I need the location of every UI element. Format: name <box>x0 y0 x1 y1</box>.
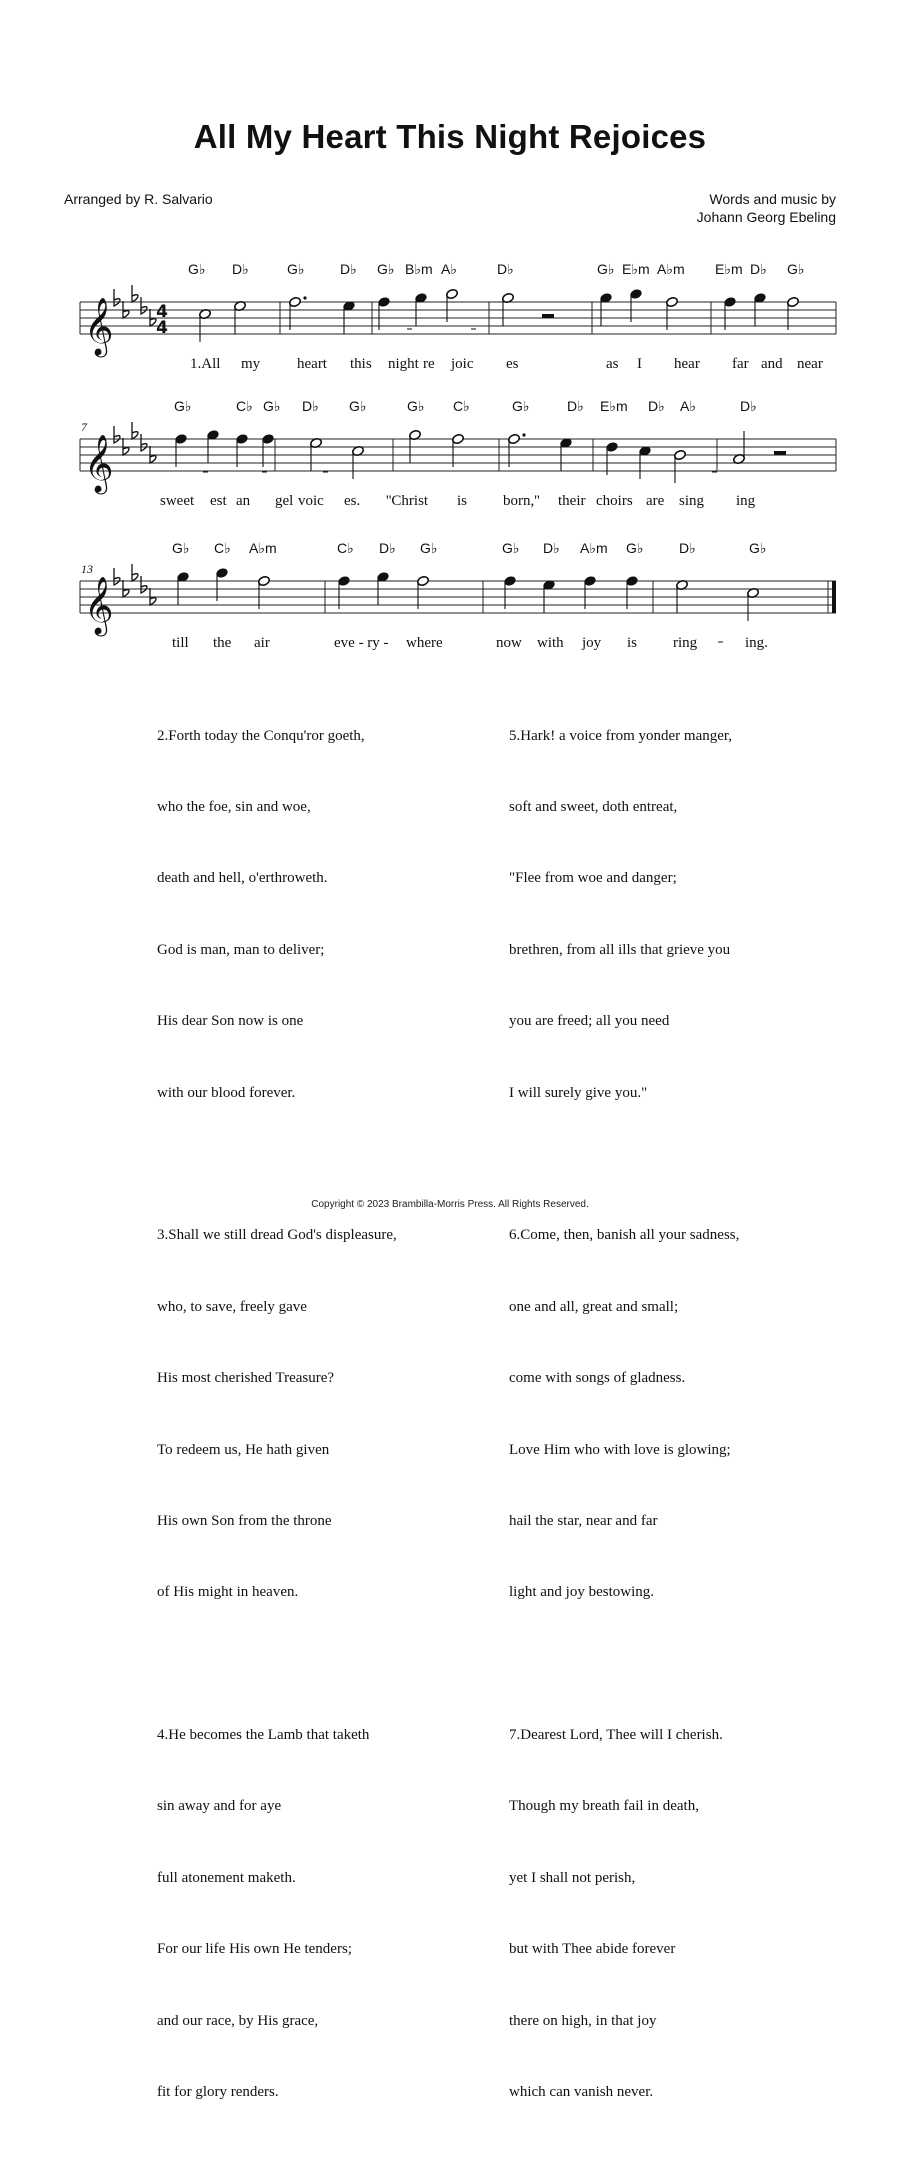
chord-symbol: G♭ <box>172 540 190 556</box>
chord-symbol: G♭ <box>263 398 281 414</box>
lyric-syllable: est <box>210 493 227 509</box>
chord-symbol: D♭ <box>543 540 560 556</box>
arranger-credit: Arranged by R. Salvario <box>64 191 213 207</box>
verse-3 <box>157 1177 397 1653</box>
verse-line: "Flee from woe and danger; <box>509 870 677 887</box>
lyric-syllable: their <box>558 493 586 509</box>
lyric-syllable: ing <box>736 493 756 509</box>
lyric-syllable: an <box>236 493 251 509</box>
chord-symbol: G♭ <box>407 398 425 414</box>
verse-6 <box>509 1177 739 1653</box>
chord-symbol: D♭ <box>679 540 696 556</box>
verse-line: sin away and for aye <box>157 1798 282 1815</box>
lyric-syllable: as <box>606 356 619 372</box>
chord-symbol: G♭ <box>188 261 206 277</box>
chord-symbol: D♭ <box>750 261 767 277</box>
lyric-syllable: the <box>213 635 232 651</box>
chord-symbol: G♭ <box>377 261 395 277</box>
music-system-3 <box>80 540 836 651</box>
flat-icon <box>114 289 120 306</box>
verse-line: 2.Forth today the Conqu'ror goeth, <box>157 727 365 744</box>
chord-symbol: A♭m <box>249 540 277 556</box>
verse-line: His dear Son now is one <box>157 1013 304 1030</box>
augmentation-dot <box>522 433 525 436</box>
verse-line: 6.Come, then, banish all your sadness, <box>509 1227 740 1244</box>
chord-symbol: A♭ <box>680 398 696 414</box>
flat-icon <box>141 576 147 593</box>
flat-icon <box>114 568 120 585</box>
chord-symbol: G♭ <box>512 398 530 414</box>
verse-5 <box>509 677 739 1153</box>
lyric-syllable: heart <box>297 356 327 372</box>
lyric-syllable: till <box>172 635 189 651</box>
treble-clef-icon: 𝄞 <box>84 297 114 355</box>
augmentation-dot <box>303 296 306 299</box>
chord-symbol: D♭ <box>379 540 396 556</box>
verse-line: and our race, by His grace, <box>157 2012 319 2029</box>
verse-line: fit for glory renders. <box>157 2084 279 2101</box>
verse-7 <box>509 1676 739 2152</box>
composer-line-1: Words and music by <box>709 191 836 207</box>
verse-line: To redeem us, He hath given <box>157 1441 330 1458</box>
time-signature-top-icon: 4 <box>156 302 168 322</box>
verse-line: death and hell, o'erthroweth. <box>157 870 328 887</box>
chord-symbol: D♭ <box>232 261 249 277</box>
flat-icon <box>132 422 138 439</box>
lyric-syllable: I <box>637 356 642 372</box>
treble-clef-icon: 𝄞 <box>84 434 114 492</box>
verse-line: Love Him who with love is glowing; <box>509 1441 731 1458</box>
lyric-syllable: hear <box>674 356 700 372</box>
music-system-1 <box>80 261 836 372</box>
flat-icon <box>132 564 138 581</box>
verse-line: one and all, great and small; <box>509 1298 679 1315</box>
verse-4 <box>157 1676 397 2152</box>
chord-symbol: A♭m <box>657 261 685 277</box>
lyric-syllable: voic <box>298 493 324 509</box>
flat-icon <box>150 446 156 463</box>
chord-symbol: G♭ <box>174 398 192 414</box>
lyric-syllable: 1.All <box>190 356 221 372</box>
half-rest-icon <box>774 451 786 455</box>
chord-symbol: D♭ <box>497 261 514 277</box>
chord-symbol: B♭m <box>405 261 433 277</box>
verse-line: 7.Dearest Lord, Thee will I cherish. <box>509 1727 723 1744</box>
verse-line: God is man, man to deliver; <box>157 941 325 958</box>
chord-symbol: G♭ <box>749 540 767 556</box>
verse-line: yet I shall not perish, <box>509 1869 636 1886</box>
flat-icon <box>141 434 147 451</box>
verse-2 <box>157 677 397 1153</box>
lyric-syllable: ring <box>673 635 698 651</box>
lyric-syllable: ''Christ <box>386 493 429 509</box>
lyric-syllable: sweet <box>160 493 195 509</box>
lyric-syllable: are <box>646 493 665 509</box>
chord-symbol: G♭ <box>787 261 805 277</box>
flat-icon <box>123 301 129 318</box>
chord-symbol: C♭ <box>337 540 354 556</box>
lyric-syllable: near <box>797 356 823 372</box>
chord-symbol: G♭ <box>502 540 520 556</box>
flat-icon <box>150 588 156 605</box>
chord-symbol: E♭m <box>622 261 650 277</box>
lyric-syllable: and <box>761 356 783 372</box>
lyric-syllable: where <box>406 635 443 651</box>
composer-line-2: Johann Georg Ebeling <box>696 209 836 225</box>
lyric-syllable: joic <box>451 356 474 372</box>
chord-symbol: G♭ <box>626 540 644 556</box>
chord-symbol: D♭ <box>740 398 757 414</box>
verse-line: soft and sweet, doth entreat, <box>509 798 678 815</box>
lyric-syllable: born,'' <box>503 493 540 509</box>
verse-line: 3.Shall we still dread God's displeasure, <box>157 1227 397 1244</box>
half-rest-icon <box>542 314 554 318</box>
verse-line: of His might in heaven. <box>157 1584 299 1601</box>
verse-line: His most cherished Treasure? <box>157 1370 335 1387</box>
chord-symbol: G♭ <box>287 261 305 277</box>
lyric-syllable: es. <box>344 493 361 509</box>
flat-icon <box>114 426 120 443</box>
verse-line: which can vanish never. <box>509 2084 654 2101</box>
lyric-syllable: eve - ry - <box>334 635 389 651</box>
flat-icon <box>123 580 129 597</box>
chord-symbol: D♭ <box>567 398 584 414</box>
verses-left-column <box>157 677 397 2176</box>
lyric-syllable: choirs <box>596 493 633 509</box>
chord-symbol: G♭ <box>349 398 367 414</box>
lyric-syllable: re <box>423 356 435 372</box>
lyric-syllable: night <box>388 356 419 372</box>
song-title: All My Heart This Night Rejoices <box>193 118 707 155</box>
verse-line: 5.Hark! a voice from yonder manger, <box>509 727 733 744</box>
lyric-syllable: far <box>732 356 749 372</box>
verse-line: His own Son from the throne <box>157 1512 332 1529</box>
verse-line: who the foe, sin and woe, <box>157 798 311 815</box>
lyric-syllable: sing <box>679 493 705 509</box>
chord-symbol: A♭m <box>580 540 608 556</box>
verse-line: who, to save, freely gave <box>157 1298 307 1315</box>
verse-line: I will surely give you." <box>509 1084 648 1101</box>
verse-line: brethren, from all ills that grieve you <box>509 941 731 958</box>
chord-symbol: D♭ <box>340 261 357 277</box>
verse-line: Though my breath fail in death, <box>509 1798 699 1815</box>
verse-line: 4.He becomes the Lamb that taketh <box>157 1727 370 1744</box>
verse-line: but with Thee abide forever <box>509 1941 676 1958</box>
verse-line: you are freed; all you need <box>509 1013 670 1030</box>
lyric-syllable: es <box>506 356 519 372</box>
verse-line: hail the star, near and far <box>509 1512 658 1529</box>
lyric-syllable: air <box>254 635 270 651</box>
verse-line: light and joy bestowing. <box>509 1584 654 1601</box>
lyric-syllable: with <box>537 635 564 651</box>
measure-number: 7 <box>81 420 87 434</box>
copyright-notice: Copyright © 2023 Brambilla-Morris Press. All Rights Reserved. <box>311 1199 589 1210</box>
lyric-syllable: is <box>457 493 468 509</box>
measure-number: 13 <box>81 562 93 576</box>
lyric-syllable: joy <box>582 635 602 651</box>
chord-symbol: D♭ <box>302 398 319 414</box>
verse-line: For our life His own He tenders; <box>157 1941 352 1958</box>
lyric-syllable: is <box>627 635 638 651</box>
lyric-syllable: this <box>350 356 372 372</box>
lyric-syllable: now <box>496 635 522 651</box>
sheet-music <box>0 0 900 660</box>
flat-icon <box>123 438 129 455</box>
chord-symbol: E♭m <box>715 261 743 277</box>
treble-clef-icon: 𝄞 <box>84 576 114 634</box>
lyric-syllable: my <box>241 356 261 372</box>
chord-symbol: D♭ <box>648 398 665 414</box>
verses-right-column <box>509 677 739 2176</box>
music-system-2 <box>80 398 836 509</box>
lyric-syllable: gel <box>275 493 294 509</box>
flat-icon <box>132 285 138 302</box>
chord-symbol: A♭ <box>441 261 457 277</box>
verse-line: there on high, in that joy <box>509 2012 657 2029</box>
final-barline-thick <box>832 581 836 613</box>
lyric-syllable: ing. <box>745 635 768 651</box>
verse-line: full atonement maketh. <box>157 1869 296 1886</box>
chord-symbol: C♭ <box>236 398 253 414</box>
verse-line: with our blood forever. <box>157 1084 296 1101</box>
chord-symbol: G♭ <box>420 540 438 556</box>
verse-line: come with songs of gladness. <box>509 1370 686 1387</box>
flat-icon <box>141 297 147 314</box>
time-signature-bottom-icon: 4 <box>156 318 168 338</box>
chord-symbol: G♭ <box>597 261 615 277</box>
chord-symbol: C♭ <box>453 398 470 414</box>
chord-symbol: C♭ <box>214 540 231 556</box>
chord-symbol: E♭m <box>600 398 628 414</box>
